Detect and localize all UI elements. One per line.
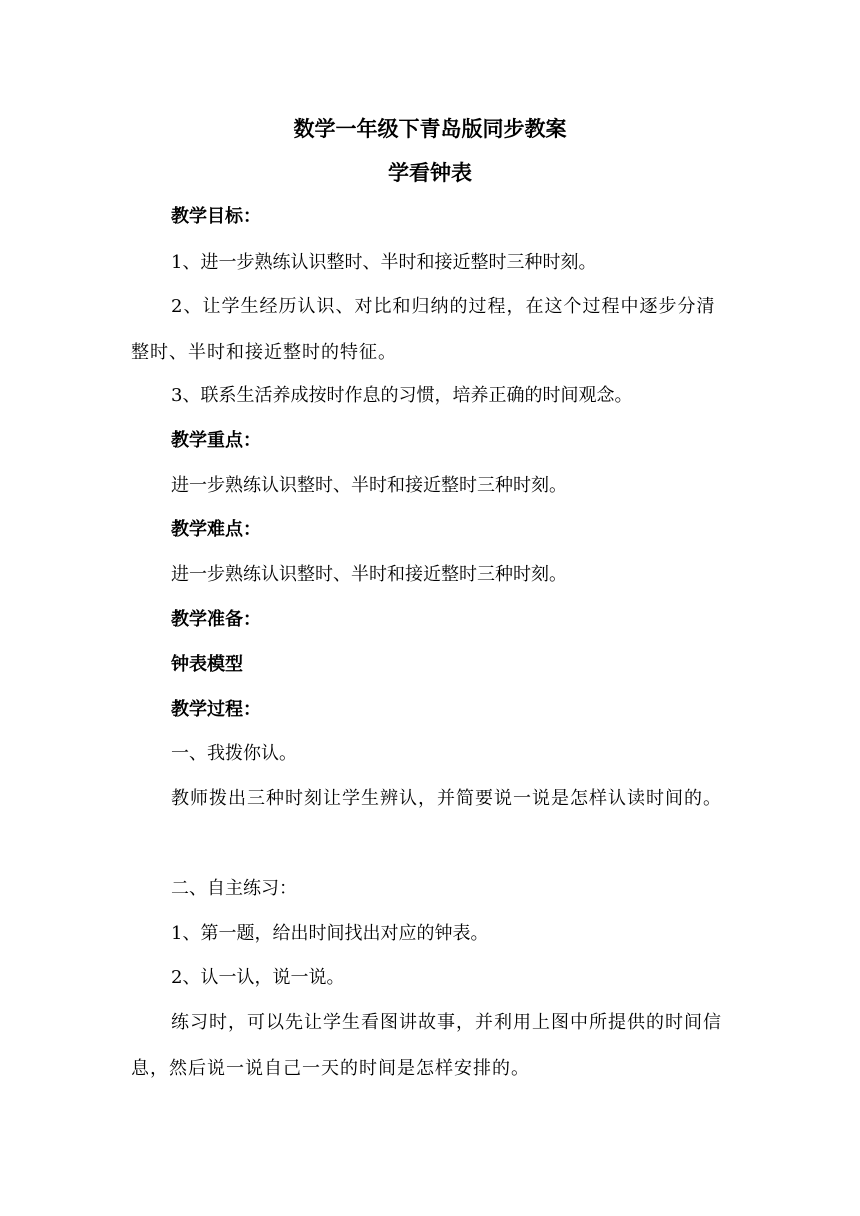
process-heading: 教学过程： xyxy=(171,699,261,720)
step1-text: 教师拨出三种时刻让学生辨认，并简要说一说是怎样认读时间的。 xyxy=(171,788,722,809)
key-heading: 教学重点： xyxy=(171,430,261,451)
goal-item-2: 2、让学生经历认识、对比和归纳的过程，在这个过程中逐步分清整时、半时和接近整时的特征。 xyxy=(131,296,716,363)
step2-text: 练习时，可以先让学生看图讲故事，并利用上图中所提供的时间信息，然后说一说自己一天的时间是怎样安排的。 xyxy=(131,1012,722,1079)
goals-heading: 教学目标： xyxy=(171,206,261,227)
difficulty-text: 进一步熟练认识整时、半时和接近整时三种时刻。 xyxy=(171,564,567,585)
prep-text: 钟表模型 xyxy=(171,654,243,675)
step2-heading: 二、自主练习： xyxy=(171,878,297,899)
step2-item-2: 2、认一认，说一说。 xyxy=(171,967,345,988)
prep-heading: 教学准备： xyxy=(171,609,261,630)
document-subtitle: 学看钟表 xyxy=(388,161,472,185)
step2-item-1: 1、第一题，给出时间找出对应的钟表。 xyxy=(171,923,489,944)
goal-item-1: 1、进一步熟练认识整时、半时和接近整时三种时刻。 xyxy=(171,252,597,273)
goal-item-3: 3、联系生活养成按时作息的习惯，培养正确的时间观念。 xyxy=(171,385,633,406)
document-title: 数学一年级下青岛版同步教案 xyxy=(293,117,567,141)
step1-heading: 一、我拨你认。 xyxy=(171,743,297,764)
difficulty-heading: 教学难点： xyxy=(171,519,261,540)
key-text: 进一步熟练认识整时、半时和接近整时三种时刻。 xyxy=(171,475,567,496)
